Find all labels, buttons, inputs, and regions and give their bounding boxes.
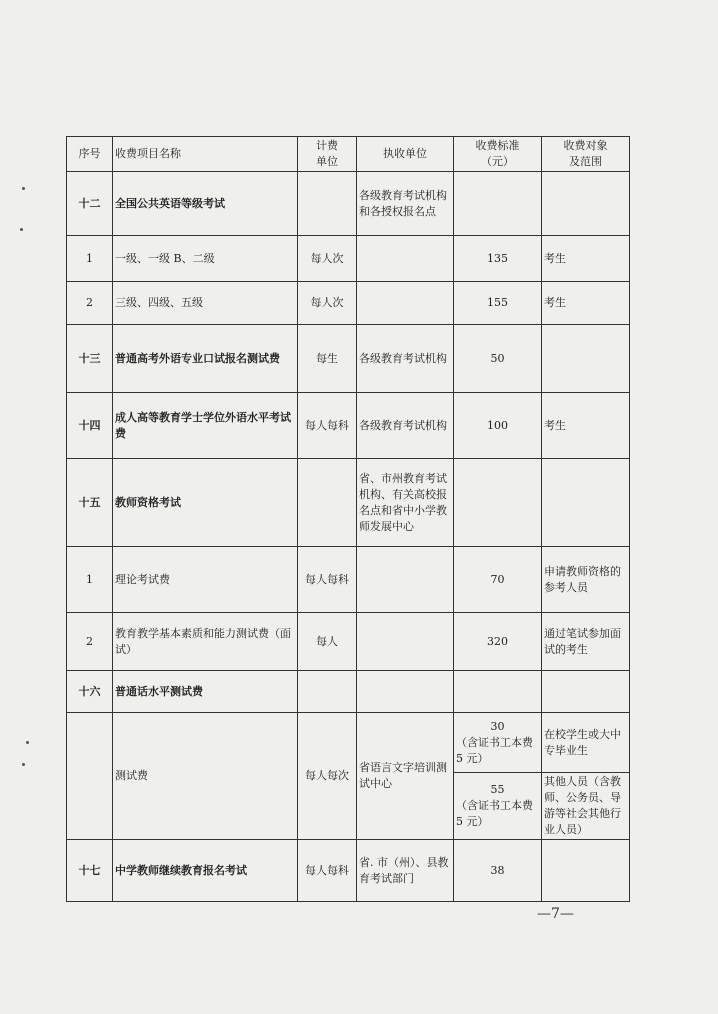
row-org bbox=[357, 671, 454, 713]
row-seq: 1 bbox=[67, 547, 113, 613]
row-org: 省语言文字培训测试中心 bbox=[357, 713, 454, 840]
row-scope-b: 其他人员（含教师、公务员、导游等社会其他行业人员） bbox=[542, 773, 630, 840]
std-b-value: 55 bbox=[490, 783, 505, 796]
row-seq: 十七 bbox=[67, 840, 113, 902]
row-org bbox=[357, 547, 454, 613]
row-org: 各级教育考试机构和各授权报名点 bbox=[357, 172, 454, 236]
row-seq: 1 bbox=[67, 236, 113, 282]
row-unit: 每人每科 bbox=[298, 547, 357, 613]
row-name: 测试费 bbox=[113, 713, 298, 840]
row-name: 成人高等教育学士学位外语水平考试费 bbox=[113, 393, 298, 459]
header-name: 收费项目名称 bbox=[113, 137, 298, 172]
table-row bbox=[67, 282, 630, 325]
row-scope-a: 在校学生或大中专毕业生 bbox=[542, 713, 630, 773]
table-row bbox=[67, 172, 630, 236]
row-org: 各级教育考试机构 bbox=[357, 325, 454, 393]
row-std bbox=[454, 172, 542, 236]
row-std: 70 bbox=[454, 547, 542, 613]
page-number: —7— bbox=[537, 906, 574, 922]
row-seq bbox=[67, 713, 113, 840]
row-std: 100 bbox=[454, 393, 542, 459]
table-row bbox=[67, 840, 630, 902]
row-std: 50 bbox=[454, 325, 542, 393]
row-scope bbox=[542, 671, 630, 713]
scan-speck bbox=[26, 741, 29, 744]
row-unit: 每人 bbox=[298, 613, 357, 671]
std-a-note: （含证书工本费5 元） bbox=[456, 735, 533, 765]
row-unit: 每人每次 bbox=[298, 713, 357, 840]
scan-speck bbox=[20, 228, 23, 231]
row-name: 中学教师继续教育报名考试 bbox=[113, 840, 298, 902]
row-std-a bbox=[454, 713, 542, 773]
row-name: 全国公共英语等级考试 bbox=[113, 172, 298, 236]
table-row bbox=[67, 671, 630, 713]
row-seq: 十五 bbox=[67, 459, 113, 547]
row-seq: 2 bbox=[67, 613, 113, 671]
scan-speck bbox=[22, 187, 25, 190]
row-name: 教育教学基本素质和能力测试费（面试） bbox=[113, 613, 298, 671]
row-scope bbox=[542, 172, 630, 236]
table-row bbox=[67, 459, 630, 547]
row-unit bbox=[298, 172, 357, 236]
header-scope: 收费对象 及范围 bbox=[542, 137, 630, 172]
row-seq: 十二 bbox=[67, 172, 113, 236]
row-scope bbox=[542, 840, 630, 902]
row-name: 理论考试费 bbox=[113, 547, 298, 613]
table-row bbox=[67, 236, 630, 282]
header-seq: 序号 bbox=[67, 137, 113, 172]
row-org bbox=[357, 282, 454, 325]
row-unit bbox=[298, 459, 357, 547]
row-unit: 每人每科 bbox=[298, 393, 357, 459]
header-std: 收费标准 （元） bbox=[454, 137, 542, 172]
table-row bbox=[67, 613, 630, 671]
row-name: 普通高考外语专业口试报名测试费 bbox=[113, 325, 298, 393]
row-scope: 考生 bbox=[542, 236, 630, 282]
row-scope: 申请教师资格的参考人员 bbox=[542, 547, 630, 613]
table-row bbox=[67, 325, 630, 393]
row-name: 一级、一级 B、二级 bbox=[113, 236, 298, 282]
row-seq: 十三 bbox=[67, 325, 113, 393]
row-org bbox=[357, 236, 454, 282]
row-seq: 2 bbox=[67, 282, 113, 325]
header-unit: 计费 单位 bbox=[298, 137, 357, 172]
scan-speck bbox=[22, 763, 25, 766]
row-seq: 十四 bbox=[67, 393, 113, 459]
row-unit: 每人每科 bbox=[298, 840, 357, 902]
row-scope: 考生 bbox=[542, 282, 630, 325]
std-b-note: （含证书工本费5 元） bbox=[456, 799, 533, 828]
row-std-b bbox=[454, 773, 542, 840]
fee-table bbox=[66, 136, 630, 902]
row-unit: 每人次 bbox=[298, 236, 357, 282]
table-header-row bbox=[67, 137, 630, 172]
row-std: 155 bbox=[454, 282, 542, 325]
row-std: 320 bbox=[454, 613, 542, 671]
row-scope: 考生 bbox=[542, 393, 630, 459]
header-org: 执收单位 bbox=[357, 137, 454, 172]
row-std: 38 bbox=[454, 840, 542, 902]
row-org: 省、市州教育考试机构、有关高校报名点和省中小学教师发展中心 bbox=[357, 459, 454, 547]
row-std bbox=[454, 671, 542, 713]
row-std bbox=[454, 459, 542, 547]
row-name: 三级、四级、五级 bbox=[113, 282, 298, 325]
row-name: 教师资格考试 bbox=[113, 459, 298, 547]
row-scope bbox=[542, 459, 630, 547]
table-row bbox=[67, 713, 630, 773]
row-org: 省. 市（州）、县教育考试部门 bbox=[357, 840, 454, 902]
std-a-value: 30 bbox=[490, 719, 505, 733]
row-name: 普通话水平测试费 bbox=[113, 671, 298, 713]
row-seq: 十六 bbox=[67, 671, 113, 713]
row-scope: 通过笔试参加面试的考生 bbox=[542, 613, 630, 671]
row-std: 135 bbox=[454, 236, 542, 282]
table-row bbox=[67, 547, 630, 613]
row-unit: 每人次 bbox=[298, 282, 357, 325]
row-unit bbox=[298, 671, 357, 713]
row-org bbox=[357, 613, 454, 671]
row-org: 各级教育考试机构 bbox=[357, 393, 454, 459]
row-unit: 每生 bbox=[298, 325, 357, 393]
row-scope bbox=[542, 325, 630, 393]
table-row bbox=[67, 393, 630, 459]
